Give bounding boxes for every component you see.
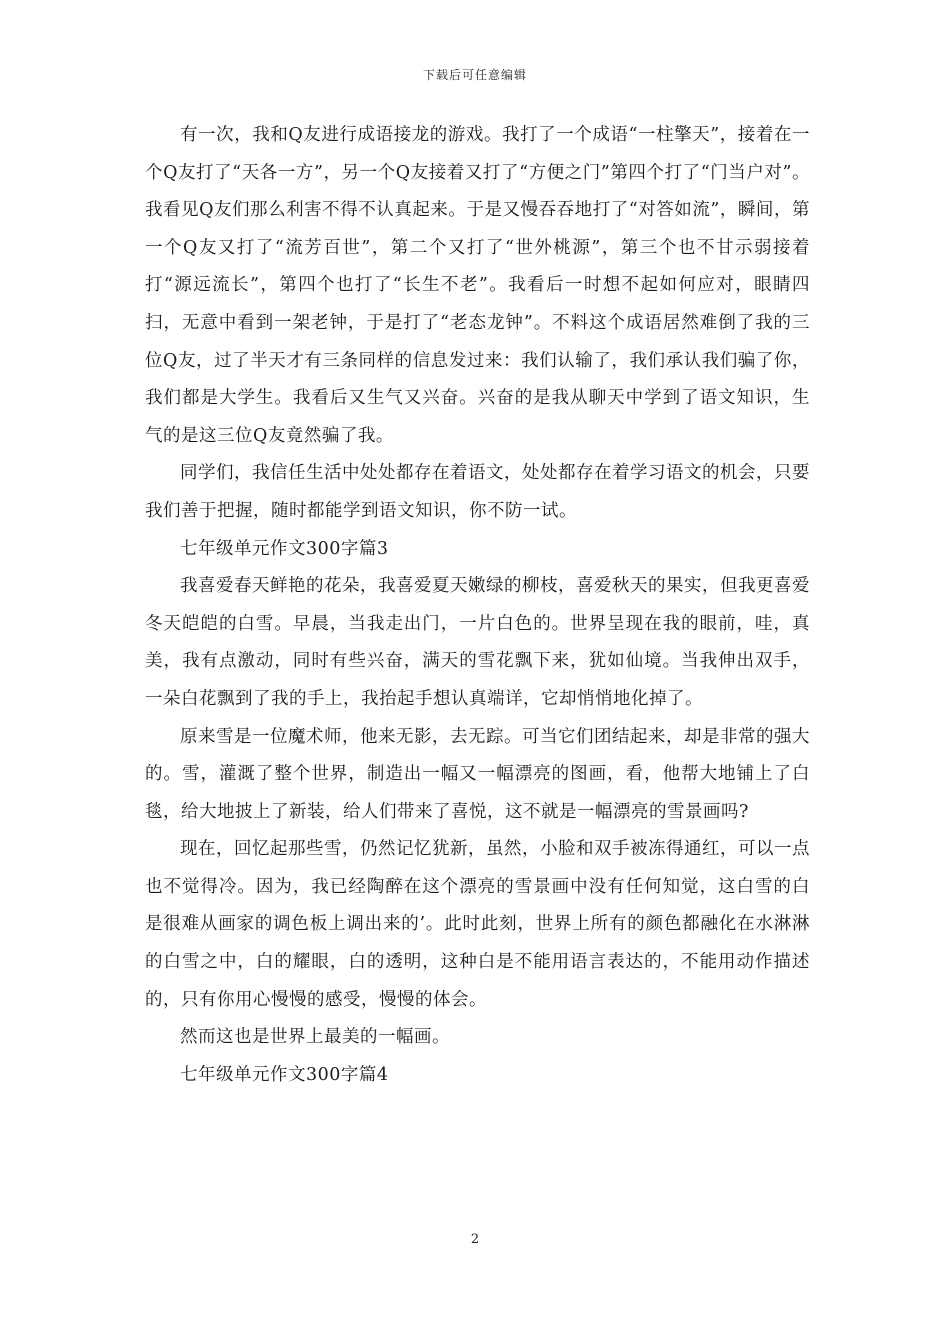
essay-heading-3: 七年级单元作文300字篇3 <box>180 538 389 559</box>
paragraph-winter-snow: 我喜爱春天鲜艳的花朵，我喜爱夏天嫩绿的柳枝，喜爱秋天的果实，但我更喜爱冬天皑皑的白雪。早晨，当我走出门，一片白色的。世界呈现在我的眼前，哇，真美，我有点激动，同时有些兴奋，满天的雪花飘下来，犹如仙境。当我伸出双手，一朵白花飘到了我的手上，我抬起手想认真端详，它却悄悄地化掉了。 <box>145 576 810 709</box>
page-header: 下载后可任意编辑 <box>422 68 527 82</box>
paragraph-conclusion: 同学们，我信任生活中处处都存在着语文，处处都存在着学习语文的机会，只要我们善于把握，随时都能学到语文知识，你不防一试。 <box>145 463 810 521</box>
paragraph-most-beautiful: 然而这也是世界上最美的一幅画。 <box>180 1027 450 1048</box>
page-number: 2 <box>470 1232 480 1247</box>
paragraph-idiom-game: 有一次，我和Q友进行成语接龙的游戏。我打了一个成语“一柱擎天”，接着在一个Q友打了“天各一方”，另一个Q友接着又打了“方便之门”第四个打了“门当户对”。我看见Q友们那么利害不得不认真起来。于是又慢吞吞地打了“对答如流”，瞬间，第一个Q友又打了“流芳百世”，第二个又打了“世外桃源”，第三个也不甘示弱接着打“源远流长”，第四个也打了“长生不老”。我看后一时想不起如何应对，眼睛四扫，无意中看到一架老钟，于是打了“老态龙钟”。不料这个成语居然难倒了我的三位Q友，过了半天才有三条同样的信息发过来：我们认输了，我们承认我们骗了你，我们都是大学生。我看后又生气又兴奋。兴奋的是我从聊天中学到了语文知识，生气的是这三位Q友竟然骗了我。 <box>145 125 810 446</box>
paragraph-snow-memory: 现在，回忆起那些雪，仍然记忆犹新，虽然，小脸和双手被冻得通红，可以一点也不觉得冷。因为，我已经陶醉在这个漂亮的雪景画中没有任何知觉，这白雪的白是很难从画家的调色板上调出来的’。此时此刻，世界上所有的颜色都融化在水淋淋的白雪之中，白的耀眼，白的透明，这种白是不能用语言表达的，不能用动作描述的，只有你用心慢慢的感受，慢慢的体会。 <box>145 839 810 1010</box>
document-body <box>145 117 810 1094</box>
essay-heading-4: 七年级单元作文300字篇4 <box>180 1064 389 1085</box>
paragraph-snow-magician: 原来雪是一位魔术师，他来无影，去无踪。可当它们团结起来，却是非常的强大的。雪，灌溉了整个世界，制造出一幅又一幅漂亮的图画，看，他帮大地铺上了白毯，给大地披上了新装，给人们带来了喜悦，这不就是一幅漂亮的雪景画吗? <box>145 726 810 822</box>
